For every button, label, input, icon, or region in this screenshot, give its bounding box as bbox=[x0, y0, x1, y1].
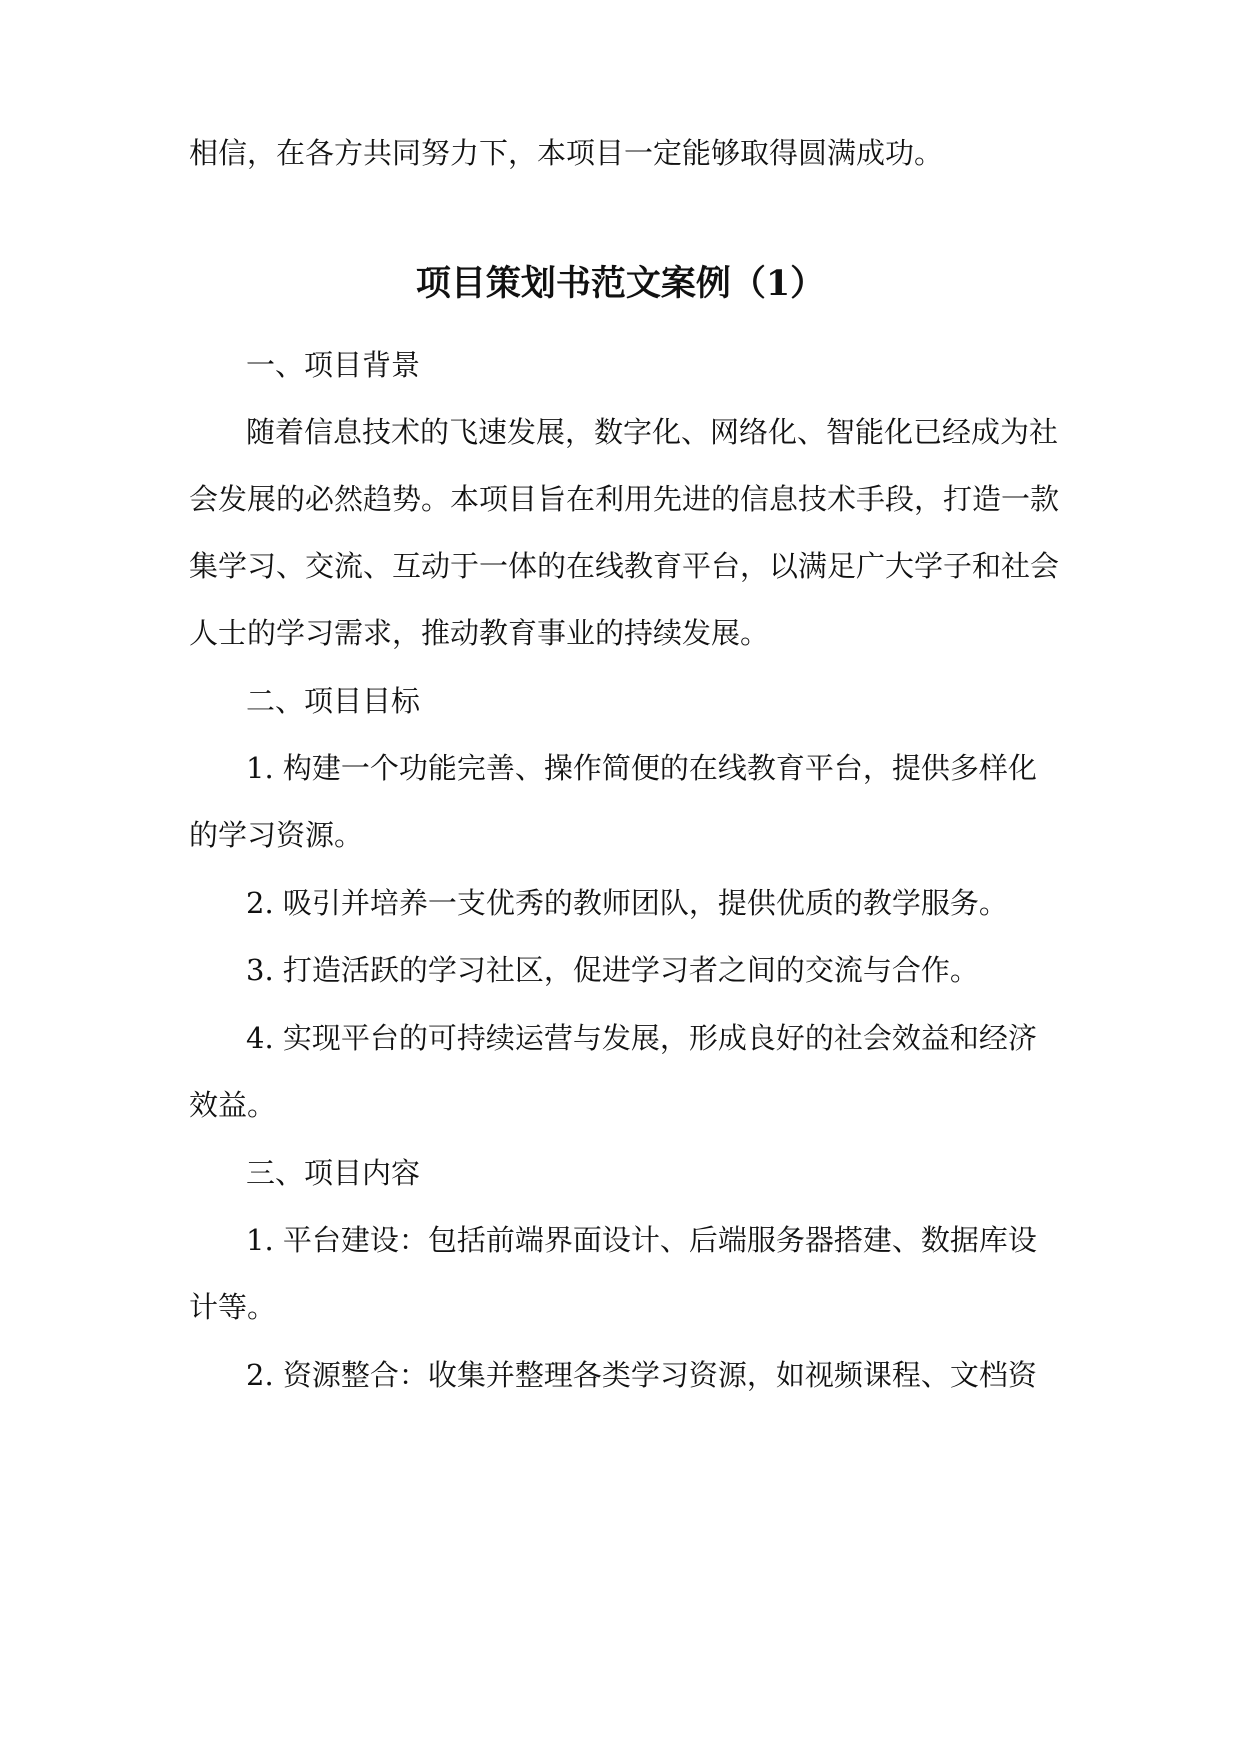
list-item: 2. 吸引并培养一支优秀的教师团队，提供优质的教学服务。 bbox=[246, 886, 1008, 920]
list-item-line: 效益。 bbox=[189, 1088, 277, 1122]
document-title: 项目策划书范文案例（1） bbox=[415, 263, 826, 304]
intro-line: 相信，在各方共同努力下，本项目一定能够取得圆满成功。 bbox=[189, 136, 944, 170]
list-item-line: 4. 实现平台的可持续运营与发展，形成良好的社会效益和经济 bbox=[246, 1021, 1037, 1055]
list-item-line: 2. 资源整合：收集并整理各类学习资源，如视频课程、文档资 bbox=[246, 1358, 1037, 1392]
section-heading-goals: 二、项目目标 bbox=[246, 684, 421, 718]
section-heading-background: 一、项目背景 bbox=[246, 348, 421, 382]
paragraph-line: 会发展的必然趋势。本项目旨在利用先进的信息技术手段，打造一款 bbox=[189, 482, 1060, 516]
list-item-line: 计等。 bbox=[189, 1290, 277, 1324]
list-item-line: 1. 平台建设：包括前端界面设计、后端服务器搭建、数据库设 bbox=[246, 1223, 1037, 1257]
list-item: 3. 打造活跃的学习社区，促进学习者之间的交流与合作。 bbox=[246, 953, 979, 987]
section-heading-content: 三、项目内容 bbox=[246, 1156, 421, 1190]
paragraph-line: 随着信息技术的飞速发展，数字化、网络化、智能化已经成为社 bbox=[246, 415, 1059, 449]
paragraph-line: 人士的学习需求，推动教育事业的持续发展。 bbox=[189, 616, 770, 650]
paragraph-line: 集学习、交流、互动于一体的在线教育平台，以满足广大学子和社会 bbox=[189, 549, 1060, 583]
list-item-line: 1. 构建一个功能完善、操作简便的在线教育平台，提供多样化 bbox=[246, 751, 1037, 785]
list-item-line: 的学习资源。 bbox=[189, 818, 364, 852]
